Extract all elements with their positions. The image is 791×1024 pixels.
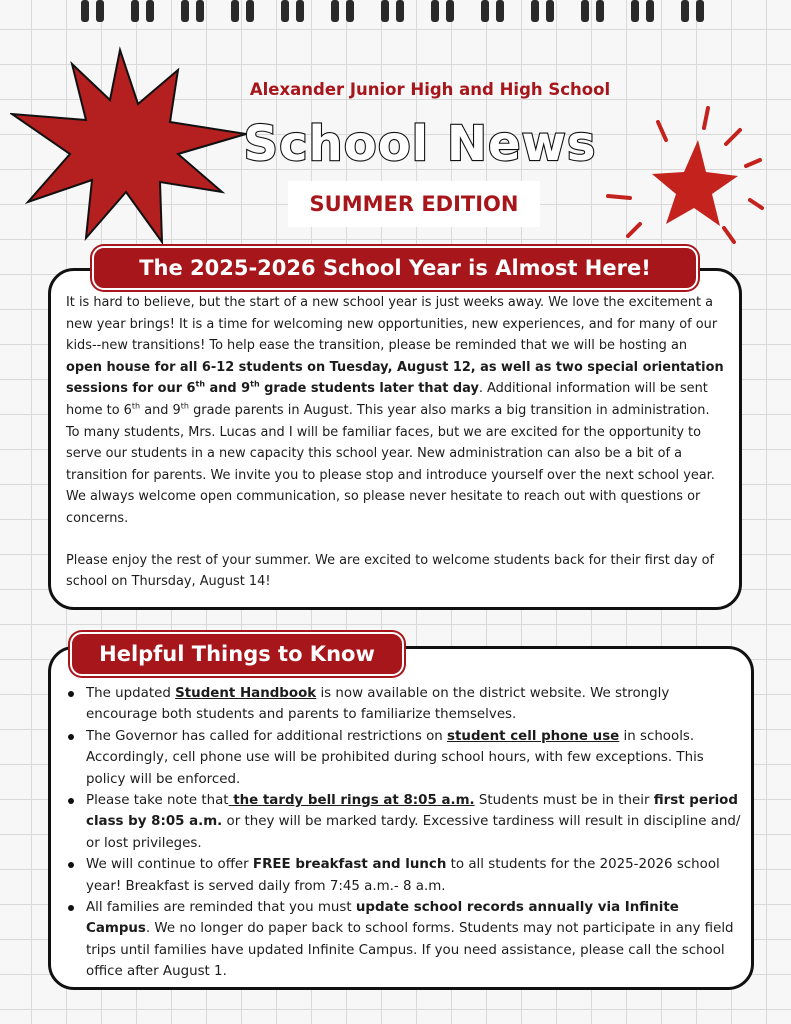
superscript: th <box>195 380 206 390</box>
text-run: grade parents in August. This year also marks a big transition in administration. To many students, Mrs. Lucas and I will be familiar faces, but we are excited for the opportunity to serve our students in a new capacity this school year. New administration can also be a bit of a transition for parents. We invite you to please stop and introduce yourself over the next school year. We always welcome open communication, so please never hesitate to reach out with questions or concerns. <box>66 402 715 526</box>
superscript: th <box>180 401 189 411</box>
text-run: is now available on the district website. We strongly encourage both students and parents to familiarize themselves. <box>86 686 670 723</box>
section-title-helpful-things: Helpful Things to Know <box>70 632 404 676</box>
bold-text: update school records annually via Infinite Campus <box>86 900 679 937</box>
student-handbook-link[interactable]: Student Handbook <box>175 686 317 701</box>
text-run: grade students later that day <box>259 381 479 397</box>
text-run: The updated <box>86 686 176 701</box>
edition-label: SUMMER EDITION <box>309 192 519 216</box>
masthead-text: School News <box>243 116 597 172</box>
bold-text: FREE breakfast and lunch <box>252 857 447 873</box>
article-paragraph-1 <box>66 292 726 530</box>
section-title-school-year: The 2025-2026 School Year is Almost Here! <box>92 246 698 290</box>
text-run: open house for all 6-12 students on Tuesday, August 12, as well as two special orientation sessions for our 6 <box>66 359 724 397</box>
text-run: Please take note that <box>86 793 229 809</box>
list-item <box>66 897 742 983</box>
text-run: . Additional information will be sent home to 6 <box>66 381 708 418</box>
text-run: It is hard to believe, but the start of a new school year is just weeks away. We love the excitement a new year brings! It is a time for welcoming new opportunities, new experiences, and for many of our kids--new transitions! To help ease the transition, please be reminded that we will be hosting an <box>66 295 718 354</box>
text-run: in schools. Accordingly, cell phone use will be prohibited during school hours, with few exceptions. This policy will be enforced. <box>86 728 704 787</box>
superscript: th <box>131 401 141 411</box>
masthead-title <box>200 108 640 178</box>
text-run: or they will be marked tardy. Excessive tardiness will result in discipline and/ or lost privileges. <box>86 814 741 851</box>
text-run: and 9 <box>205 381 251 397</box>
article-paragraph-2: Please enjoy the rest of your summer. We are excited to welcome students back for their first day of school on Thursday, August 14! <box>66 552 715 590</box>
text-run: We will continue to offer <box>86 857 253 873</box>
superscript: th <box>250 380 260 390</box>
list-item <box>66 854 742 897</box>
text-run: Students must be in their <box>474 793 654 809</box>
text-run: and 9 <box>140 402 181 418</box>
edition-label-box <box>288 181 540 227</box>
text-run: All families are reminded that you must <box>86 900 356 916</box>
helpful-things-list <box>66 683 742 983</box>
list-item <box>66 790 742 854</box>
school-name: Alexander Junior High and High School <box>249 80 611 99</box>
school-year-article <box>66 292 726 593</box>
text-run: The Governor has called for additional restrictions on <box>86 728 448 744</box>
text-run: . We no longer do paper back to school forms. Students may not participate in any field trips until families have updated Infinite Campus. If you need assistance, please call the school office after August 1. <box>86 921 734 980</box>
list-item <box>66 683 742 726</box>
bold-text: first period class by 8:05 a.m. <box>86 793 738 830</box>
text-run: to all students for the 2025-2026 school year! Breakfast is served daily from 7:45 a.m.- 8 a.m. <box>86 857 720 894</box>
spiral-binding <box>0 0 791 40</box>
tardy-bell-link[interactable]: the tardy bell rings at 8:05 a.m. <box>228 793 475 809</box>
cell-phone-policy-link[interactable]: student cell phone use <box>447 728 620 744</box>
list-item <box>66 726 742 790</box>
